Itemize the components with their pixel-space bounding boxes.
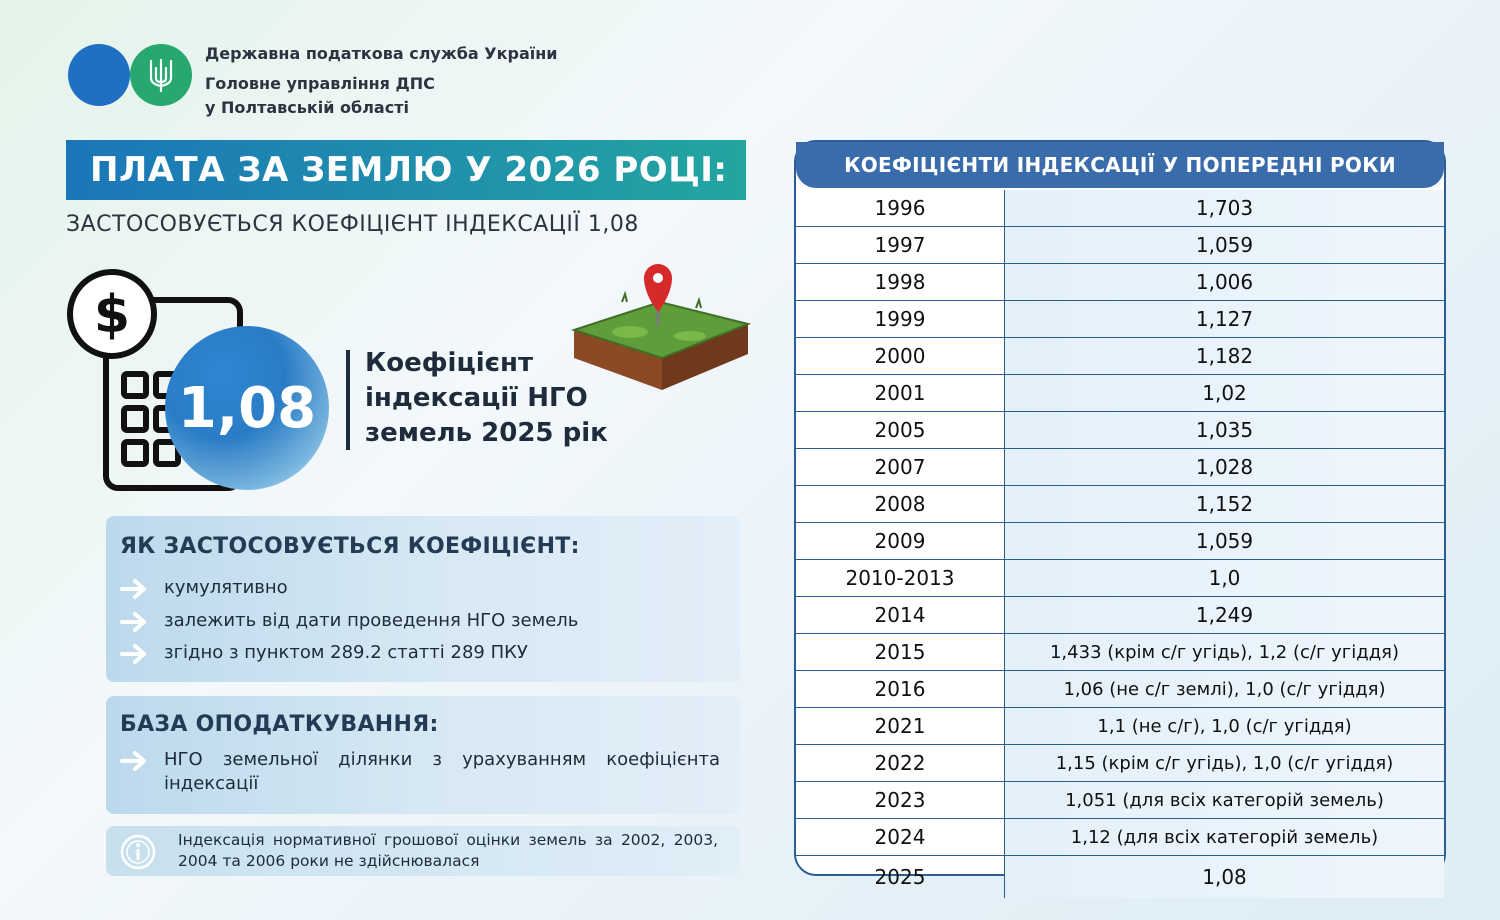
table-row — [796, 634, 1444, 671]
table-row — [796, 338, 1444, 375]
table-row — [796, 745, 1444, 782]
value-cell: 1,433 (крім с/г угідь), 1,2 (с/г угіддя) — [1005, 634, 1444, 670]
coefficient-caption-line-3: земель 2025 рік — [365, 418, 608, 448]
year-cell: 2010-2013 — [796, 560, 1005, 596]
list-item — [120, 609, 578, 633]
list-item-text: кумулятивно — [164, 577, 288, 598]
page-subtitle: ЗАСТОСОВУЄТЬСЯ КОЕФІЦІЄНТ ІНДЕКСАЦІЇ 1,08 — [66, 212, 639, 237]
year-cell: 1999 — [796, 301, 1005, 337]
info-icon — [120, 834, 156, 870]
list-item-text: залежить від дати проведення НГО земель — [164, 610, 579, 631]
value-cell: 1,08 — [1005, 856, 1444, 898]
how-applied-box — [106, 516, 740, 682]
page-title: ПЛАТА ЗА ЗЕМЛЮ У 2026 РОЦІ: — [66, 140, 746, 200]
note-box — [106, 826, 740, 876]
value-cell: 1,028 — [1005, 449, 1444, 485]
value-cell: 1,06 (не с/г землі), 1,0 (с/г угіддя) — [1005, 671, 1444, 707]
coefficients-table — [794, 140, 1446, 889]
table-row — [796, 264, 1444, 301]
arrow-right-icon — [120, 578, 148, 600]
list-item — [120, 748, 720, 796]
year-cell: 2008 — [796, 486, 1005, 522]
value-cell: 1,051 (для всіх категорій земель) — [1005, 782, 1444, 818]
list-item — [120, 576, 288, 600]
table-row — [796, 412, 1444, 449]
value-cell: 1,182 — [1005, 338, 1444, 374]
table-row — [796, 597, 1444, 634]
table-row — [796, 782, 1444, 819]
land-plot-icon — [570, 262, 752, 394]
year-cell: 2015 — [796, 634, 1005, 670]
table-row — [796, 301, 1444, 338]
org-line-2: Головне управління ДПС — [205, 74, 435, 93]
year-cell: 1996 — [796, 190, 1005, 226]
note-text: Індексація нормативної грошової оцінки земель за 2002, 2003, 2004 та 2006 роки не здійснювалася — [178, 831, 718, 870]
tax-base-title: БАЗА ОПОДАТКУВАННЯ: — [120, 712, 439, 737]
svg-text:$: $ — [93, 285, 131, 345]
coefficient-circle — [165, 326, 329, 490]
value-cell: 1,12 (для всіх категорій земель) — [1005, 819, 1444, 855]
year-cell: 2024 — [796, 819, 1005, 855]
org-line-3: у Полтавській області — [205, 98, 409, 117]
list-item — [120, 641, 528, 665]
list-item-text: згідно з пунктом 289.2 статті 289 ПКУ — [164, 642, 528, 663]
year-cell: 2001 — [796, 375, 1005, 411]
table-title: КОЕФІЦІЄНТИ ІНДЕКСАЦІЇ У ПОПЕРЕДНІ РОКИ — [796, 142, 1444, 188]
table-body — [796, 190, 1444, 889]
value-cell: 1,127 — [1005, 301, 1444, 337]
table-row — [796, 819, 1444, 856]
value-cell: 1,152 — [1005, 486, 1444, 522]
table-row — [796, 486, 1444, 523]
divider-line — [346, 350, 350, 450]
year-cell: 2000 — [796, 338, 1005, 374]
year-cell: 2009 — [796, 523, 1005, 559]
table-row — [796, 523, 1444, 560]
table-row — [796, 375, 1444, 412]
table-row — [796, 671, 1444, 708]
value-cell: 1,059 — [1005, 523, 1444, 559]
value-cell: 1,006 — [1005, 264, 1444, 300]
arrow-right-icon — [120, 643, 148, 665]
table-row — [796, 856, 1444, 898]
year-cell: 2023 — [796, 782, 1005, 818]
table-row — [796, 227, 1444, 264]
value-cell: 1,0 — [1005, 560, 1444, 596]
trident-icon — [148, 58, 174, 92]
year-cell: 2007 — [796, 449, 1005, 485]
org-name — [205, 42, 558, 120]
year-cell: 1997 — [796, 227, 1005, 263]
year-cell: 2025 — [796, 856, 1005, 898]
value-cell: 1,035 — [1005, 412, 1444, 448]
arrow-right-icon — [120, 750, 148, 772]
value-cell: 1,249 — [1005, 597, 1444, 633]
value-cell: 1,703 — [1005, 190, 1444, 226]
coefficient-caption-line-1: Коефіцієнт — [365, 348, 534, 378]
coefficient-caption-line-2: індексації НГО — [365, 383, 588, 413]
list-item-text: НГО земельної ділянки з урахуванням коефіцієнта індексації — [164, 749, 720, 794]
value-cell: 1,15 (крім с/г угідь), 1,0 (с/г угіддя) — [1005, 745, 1444, 781]
year-cell: 2014 — [796, 597, 1005, 633]
arrow-right-icon — [120, 611, 148, 633]
table-row — [796, 708, 1444, 745]
table-row — [796, 190, 1444, 227]
year-cell: 2005 — [796, 412, 1005, 448]
year-cell: 2021 — [796, 708, 1005, 744]
tax-base-box — [106, 696, 740, 814]
year-cell: 2022 — [796, 745, 1005, 781]
table-row — [796, 449, 1444, 486]
year-cell: 1998 — [796, 264, 1005, 300]
logo-green-circle — [130, 44, 192, 106]
logo-blue-circle — [68, 44, 130, 106]
coefficient-value: 1,08 — [177, 375, 317, 441]
table-row — [796, 560, 1444, 597]
org-line-1: Державна податкова служба України — [205, 44, 558, 63]
year-cell: 2016 — [796, 671, 1005, 707]
how-applied-title: ЯК ЗАСТОСОВУЄТЬСЯ КОЕФІЦІЄНТ: — [120, 534, 580, 559]
value-cell: 1,1 (не с/г), 1,0 (с/г угіддя) — [1005, 708, 1444, 744]
value-cell: 1,059 — [1005, 227, 1444, 263]
value-cell: 1,02 — [1005, 375, 1444, 411]
